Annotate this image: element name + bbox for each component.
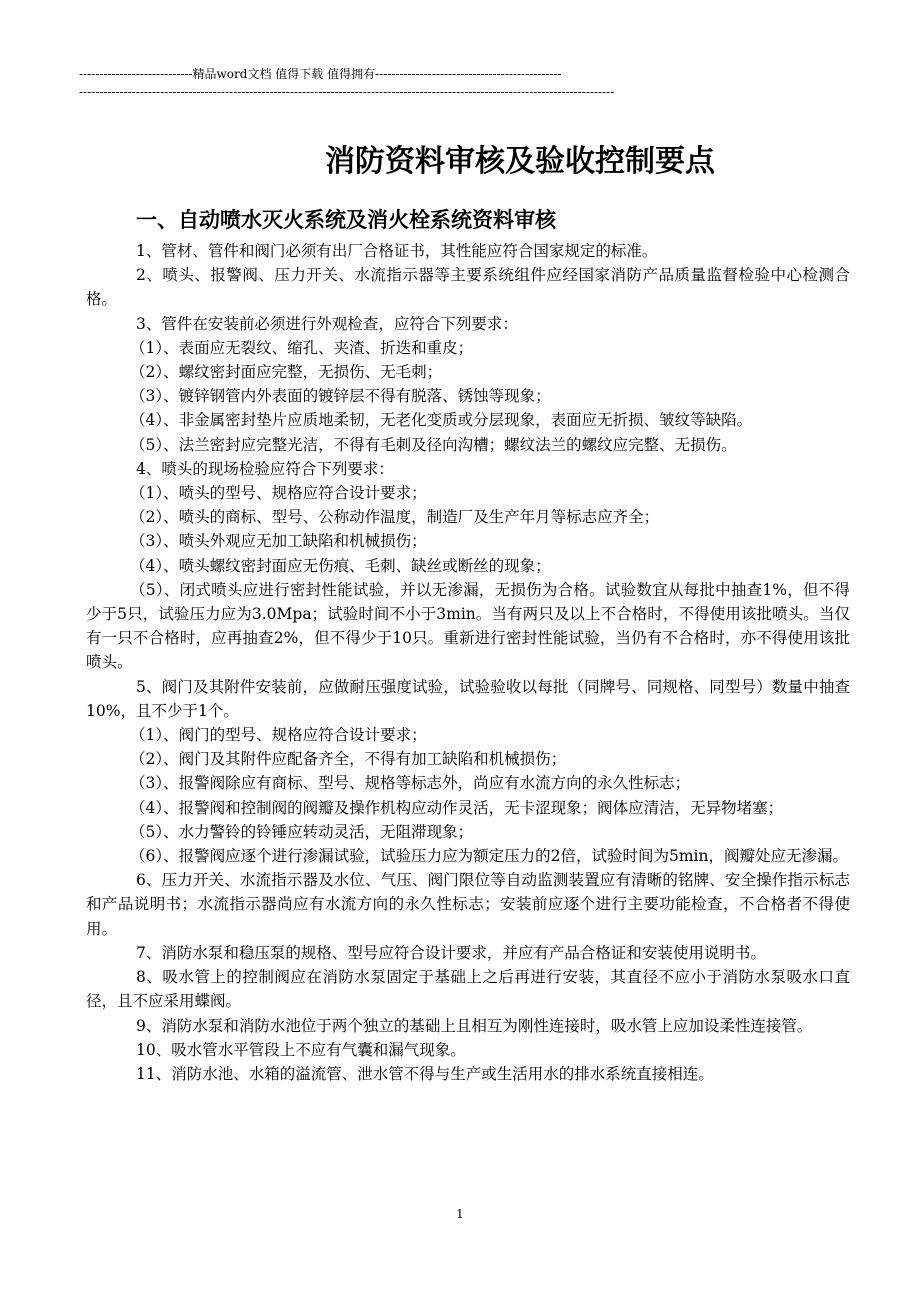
list-item: （5）、水力警铃的铃锤应转动灵活，无阻滞现象； <box>130 822 474 841</box>
section-heading: 一、自动喷水灭火系统及消火栓系统资料审核 <box>136 208 556 232</box>
document-body <box>86 239 850 1086</box>
list-item: （3）、镀锌钢管内外表面的镀锌层不得有脱落、锈蚀等现象； <box>130 387 551 406</box>
list-item: （3）、喷头外观应无加工缺陷和机械损伤； <box>130 532 427 551</box>
paragraph: 8、吸水管上的控制阀应在消防水泵固定于基础上之后再进行安装，其直径不应小于消防水泵吸水口直径，且不应采用蝶阀。 <box>86 968 850 1011</box>
paragraph: 5、阀门及其附件安装前，应做耐压强度试验，试验验收以每批（同牌号、同规格、同型号）数量中抽查10%，且不少于1个。 <box>86 677 850 720</box>
list-item: （4）、喷头螺纹密封面应无伤痕、毛刺、缺丝或断丝的现象； <box>130 556 551 575</box>
list-item: （4）、非金属密封垫片应质地柔韧，无老化变质或分层现象，表面应无折损、皱纹等缺陷。 <box>130 411 753 430</box>
list-item: （5）、法兰密封应完整光洁，不得有毛刺及径向沟槽；螺纹法兰的螺纹应完整、无损伤。 <box>130 435 737 454</box>
list-item: （2）、喷头的商标、型号、公称动作温度，制造厂及生产年月等标志应齐全； <box>130 508 660 527</box>
page-header-banner: ----------------------------精品word文档 值得下载 值得拥有---------------------------------------------- <box>79 67 562 81</box>
paragraph: 10、吸水管水平管段上不应有气囊和漏气现象。 <box>136 1040 466 1059</box>
paragraph: 11、消防水池、水箱的溢流管、泄水管不得与生产或生活用水的排水系统直接相连。 <box>136 1064 714 1083</box>
list-item: （4）、报警阀和控制阀的阀瓣及操作机构应动作灵活，无卡涩现象；阀体应清洁，无异物堵塞； <box>130 798 784 817</box>
list-item: （5）、闭式喷头应进行密封性能试验，并以无渗漏，无损伤为合格。试验数宜从每批中抽查1%，但不得少于5只，试验压力应为3.0Mpa；试验时间不小于3min。当有两只及以上不合格时，不得使用该批喷头。当仅有一只不合格时，应再抽查2%，但不得少于10只。重新进行密封性能试验，当仍有不合格时，亦不得使用该批喷头。 <box>86 580 850 672</box>
list-item: （2）、螺纹密封面应完整，无损伤、无毛刺； <box>130 363 443 382</box>
paragraph: 2、喷头、报警阀、压力开关、水流指示器等主要系统组件应经国家消防产品质量监督检验中心检测合格。 <box>86 266 850 309</box>
list-item: （3）、报警阀除应有商标、型号、规格等标志外，尚应有水流方向的永久性标志； <box>130 774 691 793</box>
document-title: 消防资料审核及验收控制要点 <box>325 144 715 179</box>
paragraph: 4、喷头的现场检验应符合下列要求： <box>136 459 394 478</box>
paragraph: 9、消防水泵和消防水池位于两个独立的基础上且相互为刚性连接时，吸水管上应加设柔性连接管。 <box>136 1016 813 1035</box>
page-number: 1 <box>456 1207 464 1221</box>
paragraph: 1、管材、管件和阀门必须有出厂合格证书，其性能应符合国家规定的标准。 <box>136 242 658 260</box>
list-item: （6）、报警阀应逐个进行渗漏试验，试验压力应为额定压力的2倍，试验时间为5min，阀瓣处应无渗漏。 <box>130 847 848 866</box>
list-item: （1）、阀门的型号、规格应符合设计要求； <box>130 726 427 745</box>
list-item: （1）、表面应无裂纹、缩孔、夹渣、折迭和重皮； <box>130 338 474 357</box>
paragraph: 6、压力开关、水流指示器及水位、气压、阀门限位等自动监测装置应有清晰的铭牌、安全操作指示标志和产品说明书；水流指示器尚应有水流方向的永久性标志；安装前应逐个进行主要功能检查，不合格者不得使用。 <box>86 871 850 938</box>
list-item: （1）、喷头的型号、规格应符合设计要求； <box>130 484 427 503</box>
paragraph: 7、消防水泵和稳压泵的规格、型号应符合设计要求，并应有产品合格证和安装使用说明书。 <box>136 943 766 962</box>
list-item: （2）、阀门及其附件应配备齐全，不得有加工缺陷和机械损伤； <box>130 750 567 769</box>
paragraph: 3、管件在安装前必须进行外观检查，应符合下列要求： <box>136 314 518 333</box>
page-header-rule: ------------------------------------------------------------------------------------------------------------------------------------ <box>79 85 615 99</box>
